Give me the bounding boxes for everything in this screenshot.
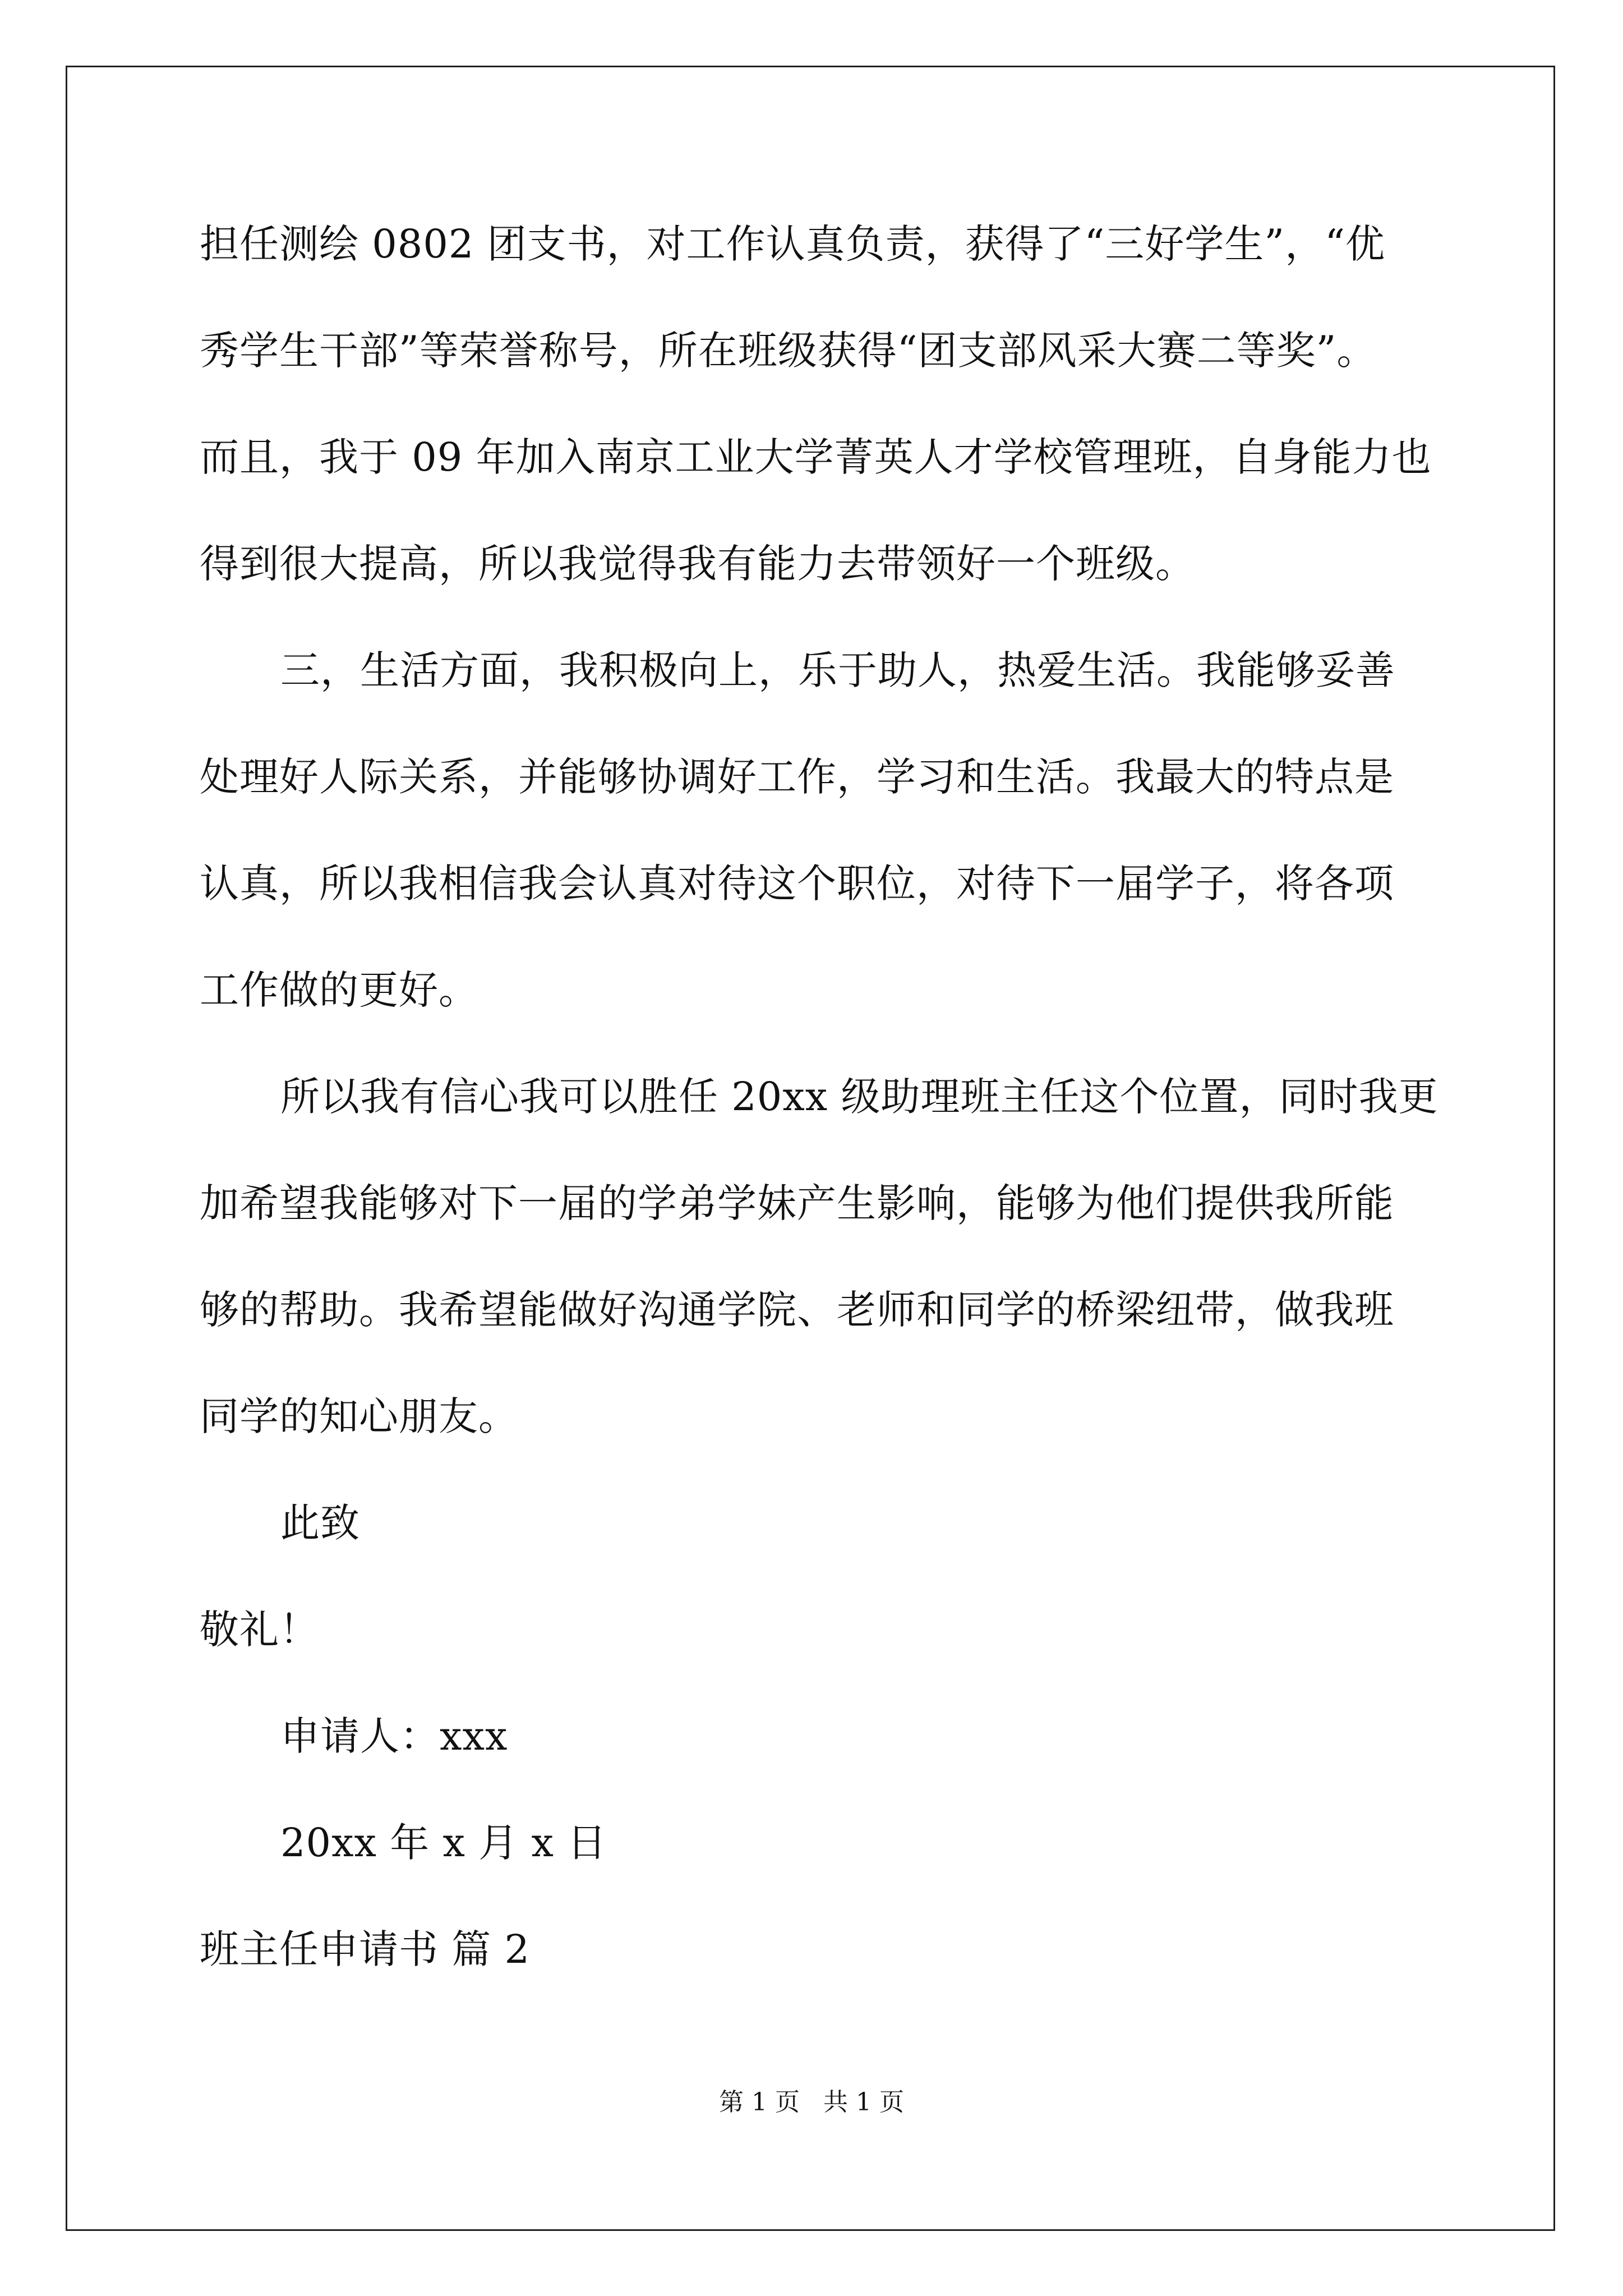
paragraph-line: 秀学生干部”等荣誉称号，所在班级获得“团支部风采大赛二等奖”。 [200,328,1377,374]
paragraph-line: 处理好人际关系，并能够协调好工作，学习和生活。我最大的特点是 [200,754,1394,800]
paragraph-line: 得到很大提高，所以我觉得我有能力去带领好一个班级。 [200,541,1195,587]
section-title: 班主任申请书 篇 2 [200,1926,531,1972]
paragraph-line: 同学的知心朋友。 [200,1393,518,1439]
paragraph-line: 工作做的更好。 [200,967,478,1013]
page-border [66,66,1555,2231]
salutation-line: 敬礼！ [200,1607,319,1653]
paragraph-line: 认真，所以我相信我会认真对待这个职位，对待下一届学子，将各项 [200,861,1394,907]
page-footer: 第 1 页 共 1 页 [719,2088,904,2116]
applicant-line: 申请人：xxx [280,1713,508,1759]
paragraph-line: 加希望我能够对下一届的学弟学妹产生影响，能够为他们提供我所能 [200,1180,1394,1226]
date-line: 20xx 年 x 月 x 日 [280,1820,607,1866]
paragraph-line: 担任测绘 0802 团支书，对工作认真负责，获得了“三好学生”，“优 [200,221,1386,267]
paragraph-line: 而且，我于 09 年加入南京工业大学菁英人才学校管理班，自身能力也 [200,434,1432,480]
closing-line: 此致 [280,1500,360,1546]
paragraph-line: 够的帮助。我希望能做好沟通学院、老师和同学的桥梁纽带，做我班 [200,1287,1394,1333]
paragraph-line: 所以我有信心我可以胜任 20xx 级助理班主任这个位置，同时我更 [280,1074,1438,1120]
paragraph-line: 三，生活方面，我积极向上，乐于助人，热爱生活。我能够妥善 [280,647,1395,693]
